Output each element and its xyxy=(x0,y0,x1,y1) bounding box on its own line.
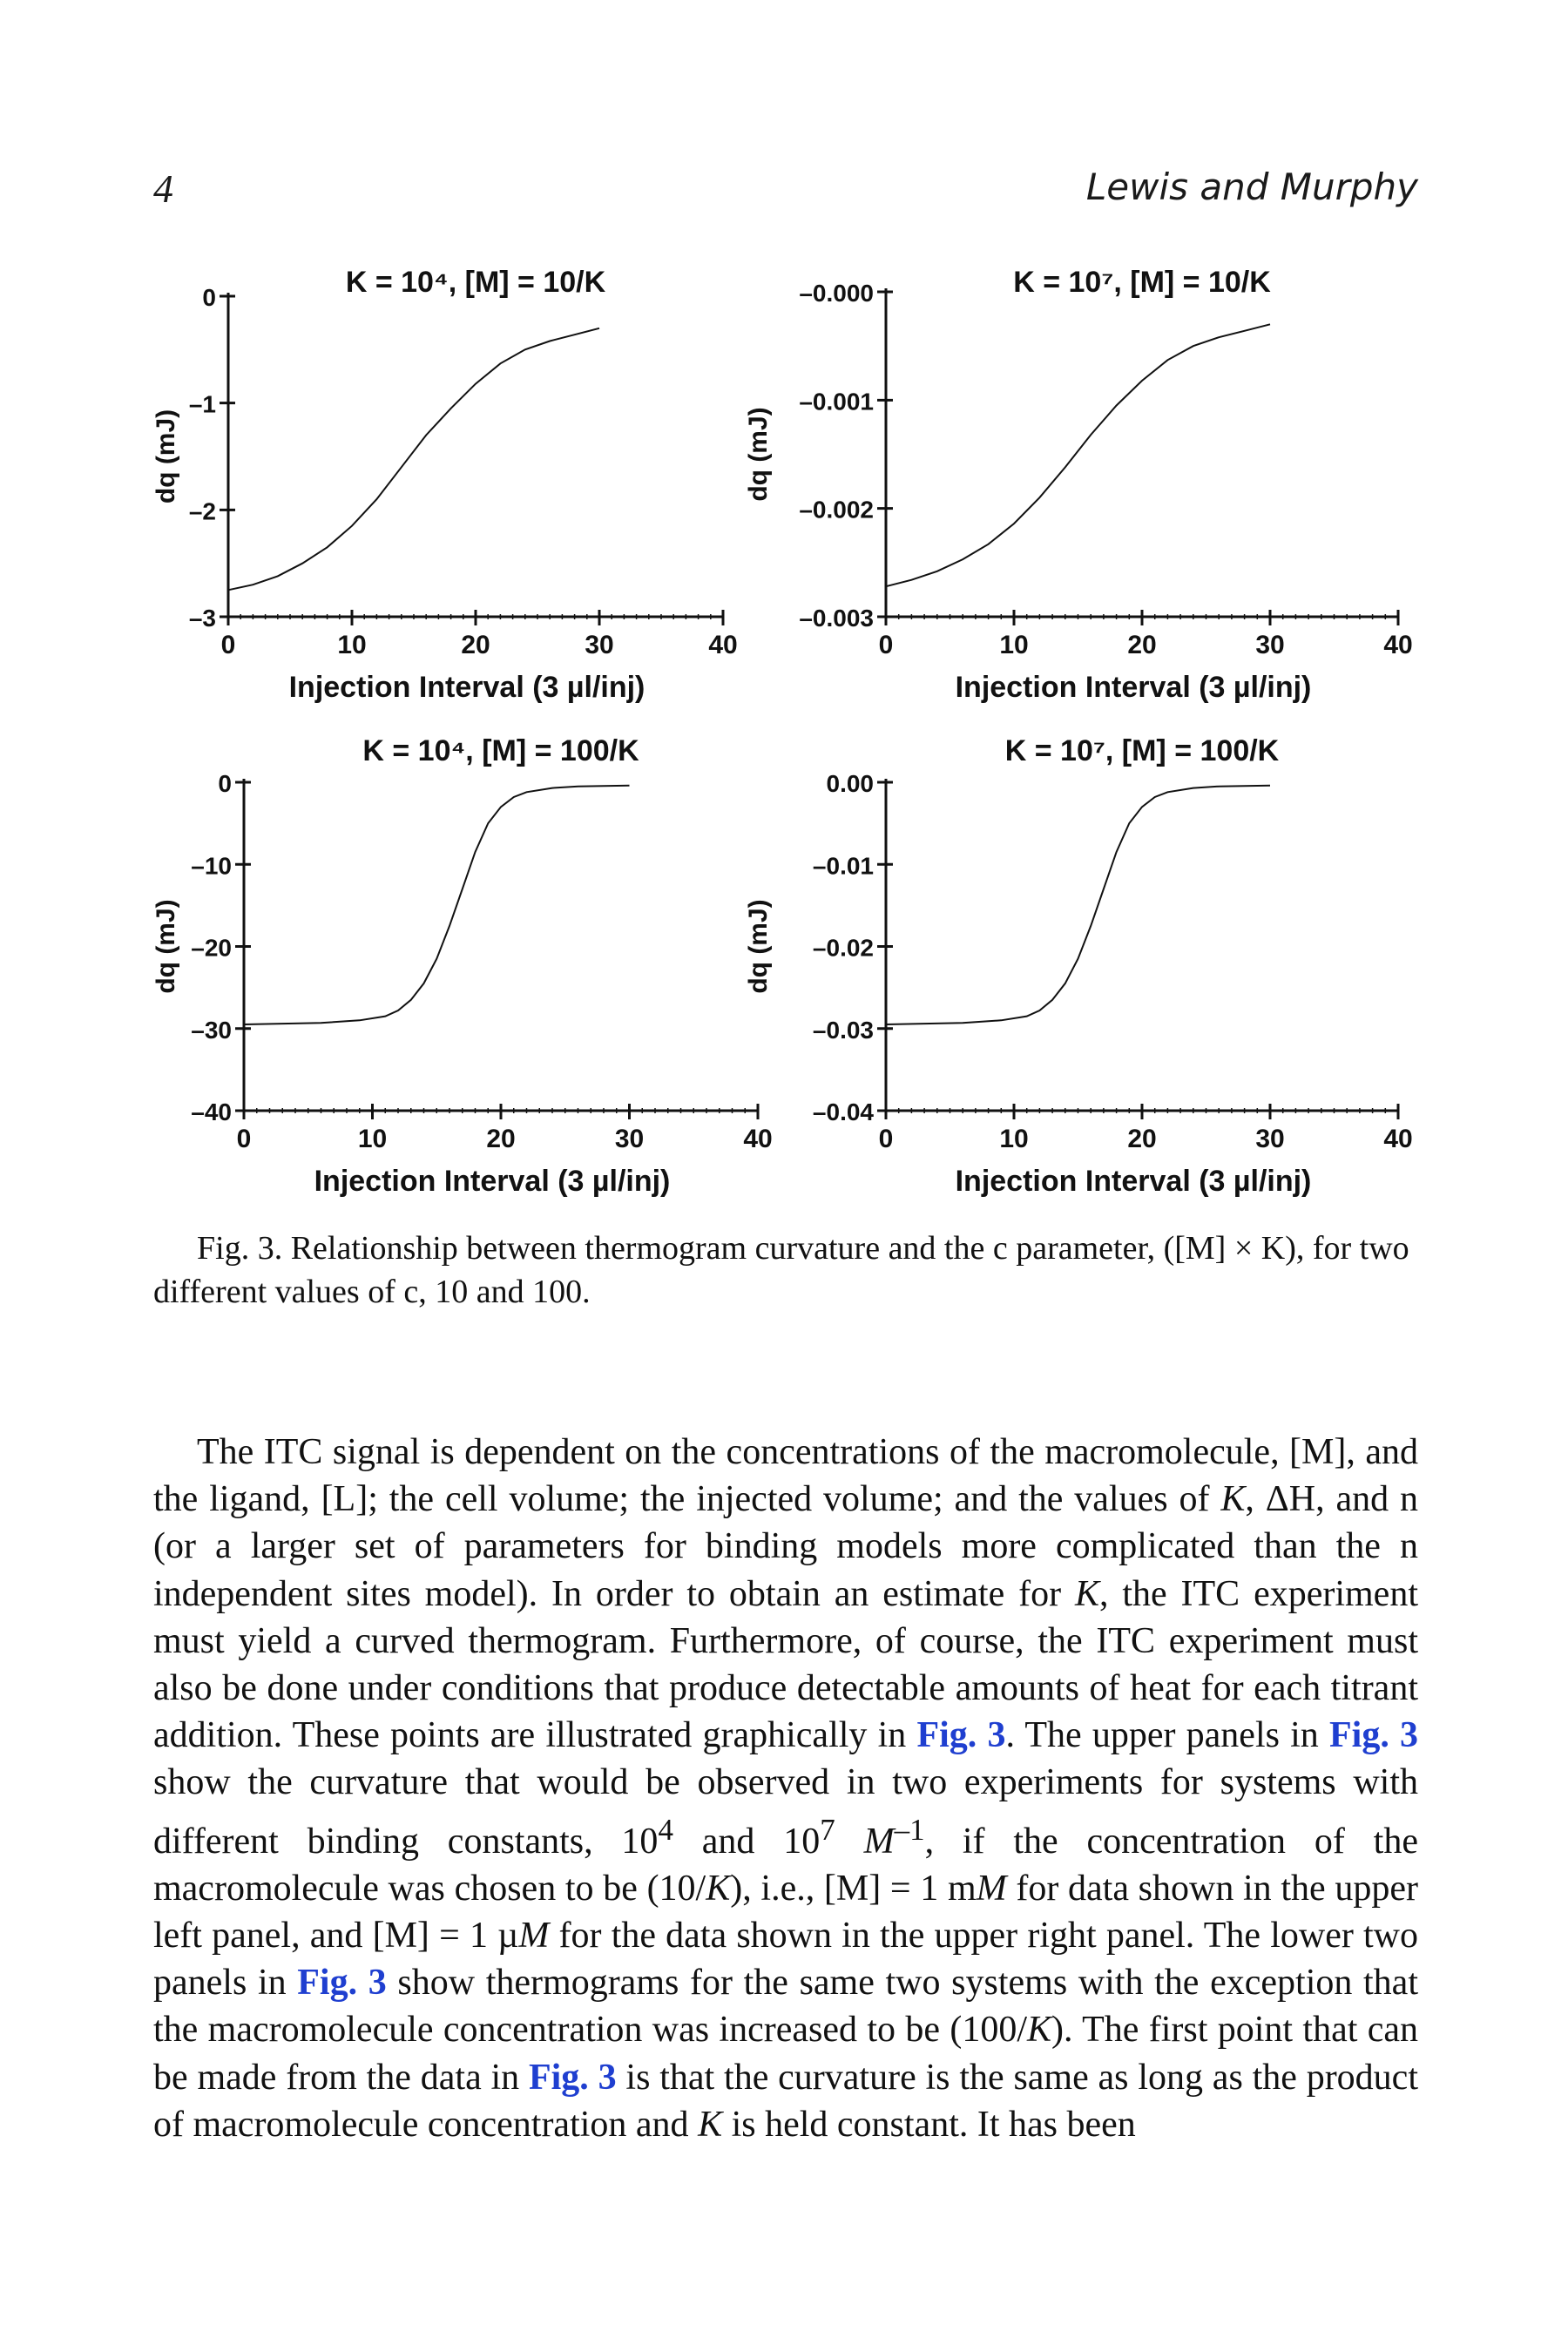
panel-title: K = 10⁴, [M] = 100/K xyxy=(362,734,639,767)
x-tick-label: 20 xyxy=(461,631,490,659)
body-italic-run: K xyxy=(1220,1479,1246,1520)
figure-reference-link[interactable]: Fig. 3 xyxy=(528,2057,617,2098)
thermogram-curve xyxy=(886,786,1270,1024)
body-text-run: The ITC signal is dependent on the concentrations of the macromolecule, [M], and the ligand, [L]; the cell volume; the injected volume; and the values of xyxy=(153,1432,1418,1520)
y-tick-label: –40 xyxy=(191,1098,232,1125)
x-tick-label: 30 xyxy=(585,631,614,659)
body-text-run: show thermograms for the same two systems with the exception that the macromolecule concentration was increased to be (100/ xyxy=(153,1963,1418,2051)
body-italic-run: K xyxy=(706,1868,731,1909)
y-axis-label: dq (mJ) xyxy=(152,899,180,994)
x-tick-label: 0 xyxy=(220,631,236,659)
body-text-run: for data shown in the upper left panel, and [M] = 1 µ xyxy=(153,1868,1418,1957)
x-axis-label: Injection Interval (3 µl/inj) xyxy=(955,671,1312,704)
x-tick-label: 30 xyxy=(614,1125,645,1153)
x-tick-label: 10 xyxy=(999,631,1029,659)
body-text-run: . The upper panels in xyxy=(1005,1715,1329,1756)
body-paragraph xyxy=(153,1429,1418,2148)
panel-title: K = 10⁴, [M] = 10/K xyxy=(345,266,606,299)
x-tick-label: 0 xyxy=(878,631,894,659)
superscript: –1 xyxy=(894,1812,925,1847)
x-tick-label: 40 xyxy=(1383,631,1413,659)
thermogram-curve xyxy=(228,328,599,591)
y-tick-label: –20 xyxy=(191,934,232,962)
page-number: 4 xyxy=(153,166,173,211)
body-text-run xyxy=(835,1821,864,1862)
body-italic-run: K xyxy=(1027,2010,1052,2051)
y-axis-label: dq (mJ) xyxy=(152,409,180,504)
y-axis-label: dq (mJ) xyxy=(744,899,773,994)
y-tick-label: –2 xyxy=(188,497,216,525)
figure-reference-link[interactable]: Fig. 3 xyxy=(1329,1715,1419,1756)
body-text-run: show the curvature that would be observed in two experiments for systems with different binding constants, 10 xyxy=(153,1762,1418,1862)
y-axis-label: dq (mJ) xyxy=(744,407,773,502)
body-italic-run: M xyxy=(976,1868,1007,1909)
y-tick-label: –10 xyxy=(191,852,232,880)
body-text-run: is held constant. It has been xyxy=(722,2104,1136,2145)
running-head: Lewis and Murphy xyxy=(1085,166,1418,208)
panel-title: K = 10⁷, [M] = 100/K xyxy=(1004,734,1280,767)
superscript: 4 xyxy=(658,1812,673,1847)
x-axis-label: Injection Interval (3 µl/inj) xyxy=(955,1165,1312,1198)
y-tick-label: 0 xyxy=(202,284,216,311)
y-tick-label: –0.003 xyxy=(799,605,874,632)
superscript: 7 xyxy=(820,1812,835,1847)
body-text-run: , the ITC experiment must yield a curved thermogram. Furthermore, of course, the ITC experiment must also be done under conditions that produce detectable amounts of heat for each titrant addition. These points are illustrated graphically in xyxy=(153,1573,1418,1756)
thermogram-curve xyxy=(886,324,1270,586)
panel-title: K = 10⁷, [M] = 10/K xyxy=(1013,266,1271,299)
x-tick-label: 10 xyxy=(999,1125,1029,1153)
figure-reference-link[interactable]: Fig. 3 xyxy=(297,1963,387,2004)
x-tick-label: 20 xyxy=(1127,1125,1157,1153)
x-tick-label: 40 xyxy=(708,631,738,659)
body-text-run: , ΔH, and n (or a larger set of parameters for binding models more complicated than the n independent sites model). In order to obtain an estimate for xyxy=(153,1479,1419,1614)
y-tick-label: –3 xyxy=(188,605,216,632)
body-text-run: is that the curvature is the same as long as the product of macromolecule concentration and xyxy=(153,2057,1418,2145)
x-tick-label: 20 xyxy=(486,1125,516,1153)
y-tick-label: 0 xyxy=(218,770,232,797)
x-axis-label: Injection Interval (3 µl/inj) xyxy=(288,671,645,704)
y-tick-label: –0.002 xyxy=(799,496,874,524)
x-tick-label: 30 xyxy=(1255,1125,1285,1153)
y-tick-label: –0.001 xyxy=(799,388,874,416)
x-tick-label: 10 xyxy=(357,1125,388,1153)
x-tick-label: 20 xyxy=(1127,631,1157,659)
body-text-run: and 10 xyxy=(672,1821,821,1862)
body-italic-run: K xyxy=(698,2104,723,2145)
x-tick-label: 40 xyxy=(743,1125,773,1153)
y-tick-label: 0.00 xyxy=(826,770,874,797)
x-tick-label: 40 xyxy=(1383,1125,1413,1153)
x-tick-label: 0 xyxy=(236,1125,252,1153)
y-tick-label: –0.000 xyxy=(799,280,874,307)
x-axis-label: Injection Interval (3 µl/inj) xyxy=(314,1165,671,1198)
y-tick-label: –0.02 xyxy=(812,934,874,962)
body-italic-run: K xyxy=(1074,1573,1099,1614)
body-text-run: for the data shown in the upper right panel. The lower two panels in xyxy=(153,1916,1418,2004)
y-tick-label: –0.03 xyxy=(812,1016,874,1044)
x-tick-label: 10 xyxy=(337,631,367,659)
body-text-run: ), i.e., [M] = 1 m xyxy=(730,1868,977,1909)
x-tick-label: 30 xyxy=(1255,631,1285,659)
figure-reference-link[interactable]: Fig. 3 xyxy=(916,1715,1006,1756)
figure-caption: Fig. 3. Relationship between thermogram curvature and the c parameter, ([M] × K), for two different values of c, 10 and 100. xyxy=(153,1230,1409,1310)
y-tick-label: –0.04 xyxy=(812,1098,874,1125)
body-italic-run: M xyxy=(518,1916,550,1957)
y-tick-label: –1 xyxy=(188,390,216,418)
x-tick-label: 0 xyxy=(878,1125,894,1153)
body-italic-run: M xyxy=(863,1821,895,1862)
body-text-run: ). The first point that can be made from the data in xyxy=(153,2010,1419,2098)
y-tick-label: –30 xyxy=(191,1016,232,1044)
y-tick-label: –0.01 xyxy=(812,852,874,880)
thermogram-curve xyxy=(244,786,630,1024)
body-text-run: , if the concentration of the macromolecule was chosen to be (10/ xyxy=(153,1821,1418,1909)
